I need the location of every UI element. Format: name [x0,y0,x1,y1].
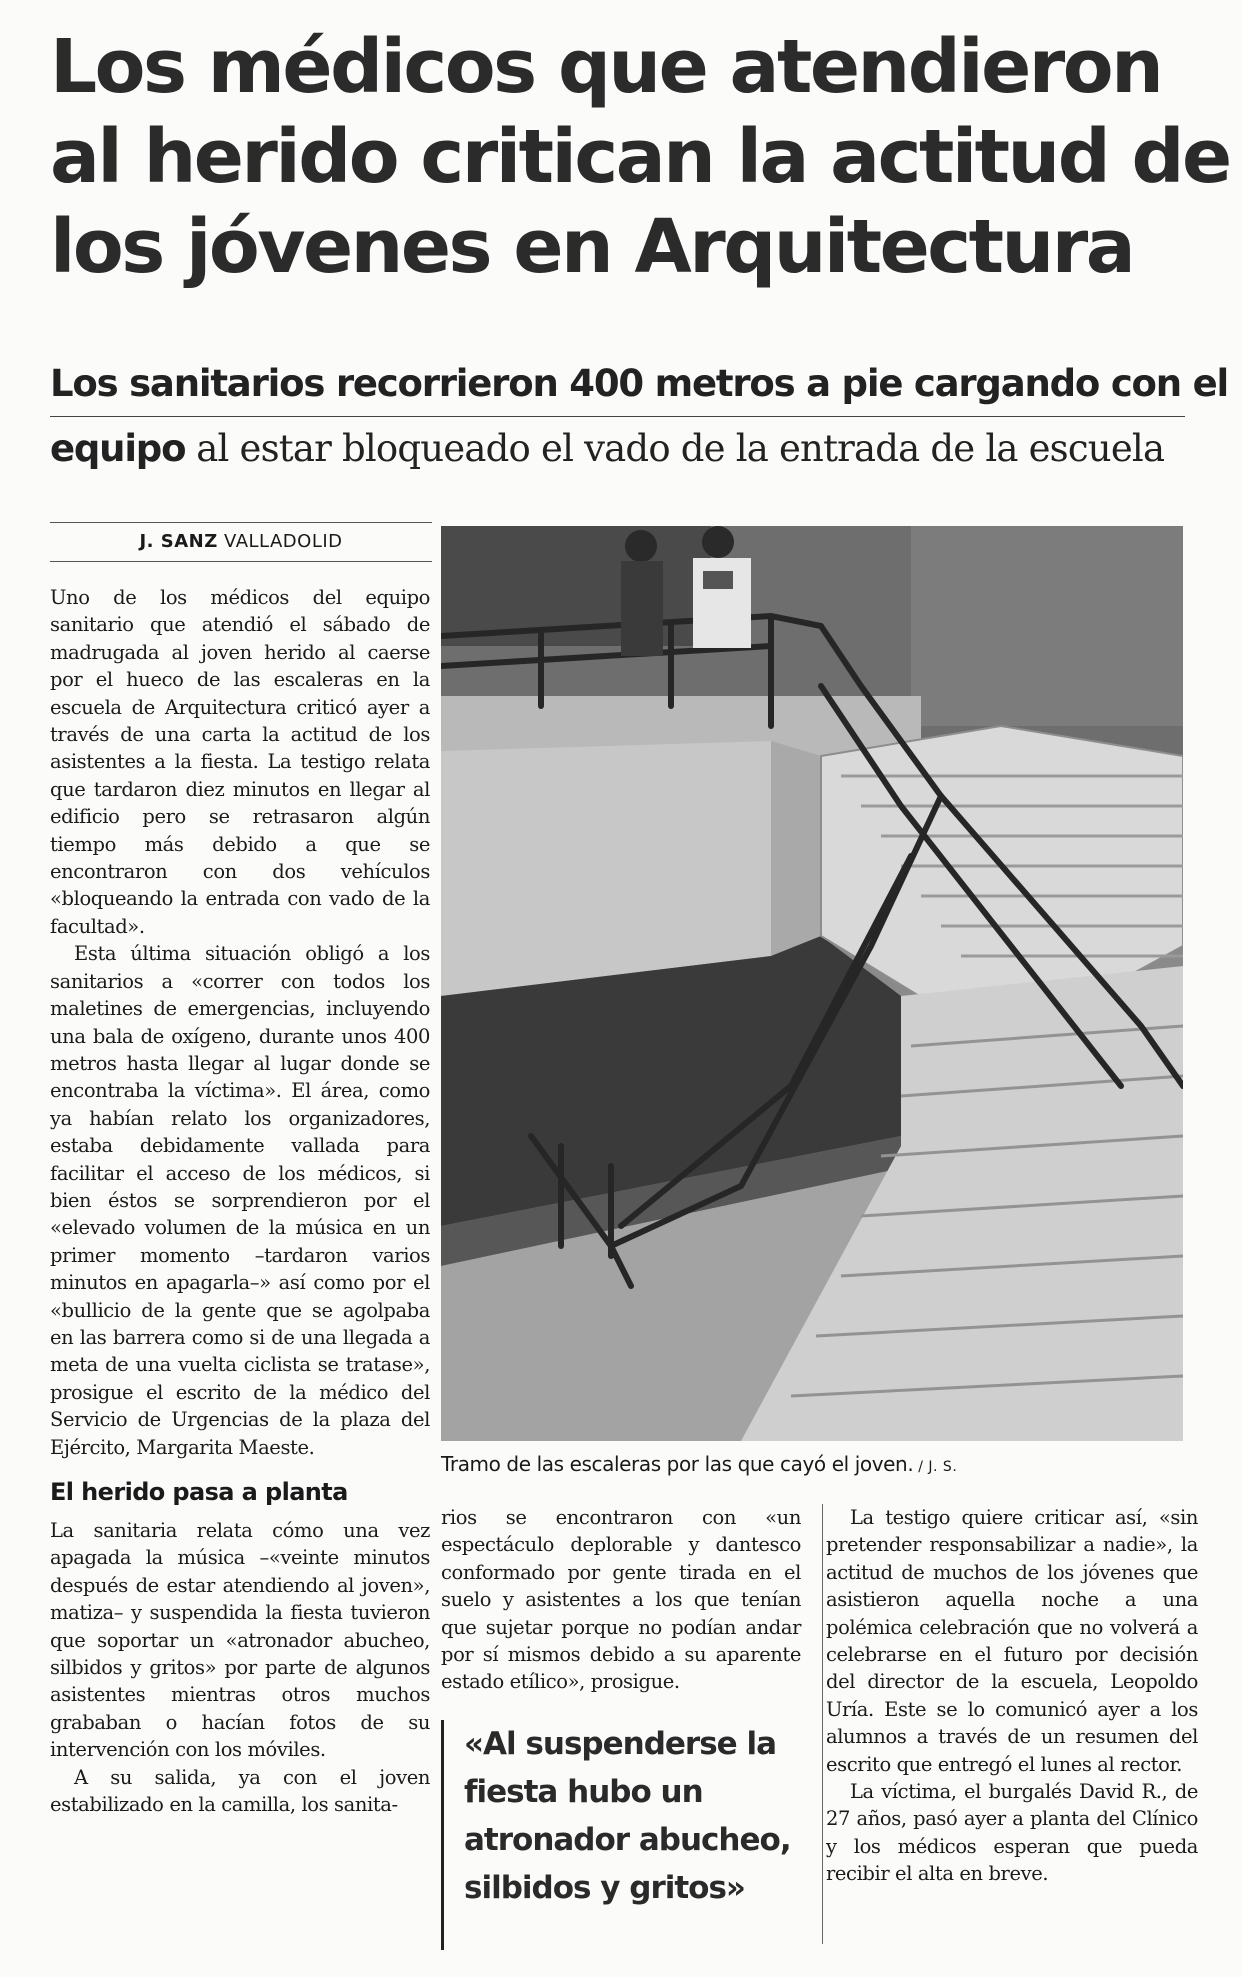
headline [50,22,1230,292]
byline-place: VALLADOLID [224,531,343,552]
staircase-photo [441,526,1183,1441]
photo-credit: / J. S. [913,1459,958,1475]
body-paragraph: rios se encontraron con «un espectáculo deplorable y dantesco conformado por gente tirada en el suelo y asistentes a los que tenían que sujetar porque no podían andar por sí mismos debido a su aparente estado etílico», prosigue. [441,1506,801,1694]
photo-caption [441,1450,1201,1481]
body-paragraph: Uno de los médicos del equipo sanitario que atendió el sábado de madrugada al joven herido al caerse por el hueco de las escaleras en la escuela de Arquitectura criticó ayer a través de una carta la actitud de los asistentes a la fiesta. La testigo relata que tardaron diez minutos en llegar al edificio pero se retrasaron algún tiempo más debido a que se encontraron con dos vehículos «bloqueando la entrada con vado de la facultad». [50,586,430,938]
body-column-3 [826,1504,1198,1888]
subheadline-line2 [50,417,1185,481]
subheadline-bold-word: equipo [50,427,186,470]
photo-caption-text: Tramo de las escaleras por las que cayó el joven. [441,1452,914,1476]
subheadline-line1: Los sanitarios recorrieron 400 metros a pie cargando con el [50,352,1185,417]
subheadline-rest: al estar bloqueado el vado de la entrada de la escuela [185,427,1165,470]
body-column-2 [441,1504,801,1696]
headline-line: al herido critican la actitud de [50,114,1230,200]
headline-line: los jóvenes en Arquitectura [50,204,1134,290]
column-divider [822,1504,823,1944]
staircase-photo-illustration [441,526,1183,1441]
subheadline [50,352,1228,481]
body-column-1 [50,584,430,1818]
body-paragraph: A su salida, ya con el joven estabilizado en la camilla, los sanita- [50,1765,430,1817]
byline-author: J. SANZ [139,531,218,552]
byline [50,522,432,562]
body-paragraph: Esta última situación obligó a los sanitarios a «correr con todos los maletines de emergencias, incluyendo una bala de oxígeno, durante unos 400 metros hasta llegar al lugar donde se encontraba la víctima». El área, como ya habían relato los organizadores, estaba debidamente vallada para facilitar el acceso de los médicos, si bien éstos se sorprendieron por el «elevado volumen de la música en un primer momento –tardaron varios minutos en apagarla–» así como por el «bullicio de la gente que se agolpaba en las barrera como si de una llegada a meta de una vuelta ciclista se tratase», prosigue el escrito de la médico del Servicio de Urgencias de la plaza del Ejército, Margarita Maeste. [50,942,430,1459]
body-paragraph: La víctima, el burgalés David R., de 27 años, pasó ayer a planta del Clínico y los médicos esperan que pueda recibir el alta en breve. [826,1780,1198,1886]
body-paragraph: La testigo quiere criticar así, «sin pretender responsabilizar a nadie», la actitud de muchos de los jóvenes que asistieron aquella noche a una polémica celebración que no volverá a celebrarse en el futuro por decisión del director de la escuela, Leopoldo Uría. Este se lo comunicó ayer a los alumnos a través de un resumen del escrito que entregó el lunes al rector. [826,1506,1198,1776]
headline-line: Los médicos que atendieron [50,24,1162,110]
pull-quote: «Al suspenderse la fiesta hubo un atronador abucheo, silbidos y gritos» [441,1720,824,1950]
body-paragraph: La sanitaria relata cómo una vez apagada la música –«veinte minutos después de estar atendiendo al joven», matiza– y suspendida la fiesta tuvieron que soportar un «atronador abucheo, silbidos y gritos» por parte de algunos asistentes mientras otros muchos grababan o hacían fotos de su intervención con los móviles. [50,1519,430,1762]
section-subhead: El herido pasa a planta [50,1478,348,1506]
